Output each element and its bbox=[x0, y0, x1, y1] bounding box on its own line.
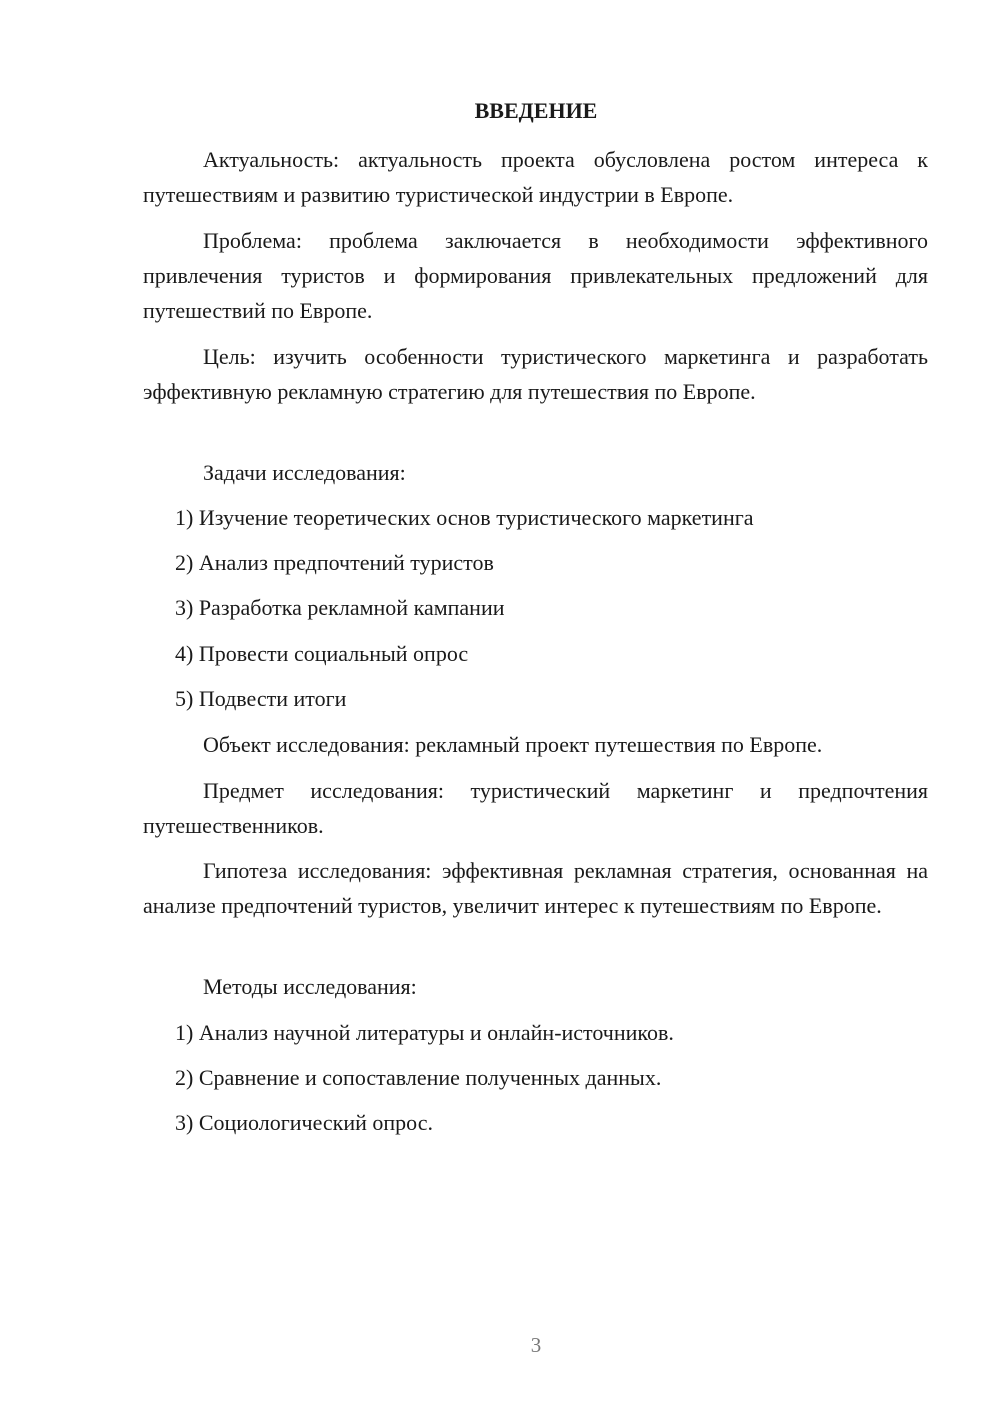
methods-list bbox=[143, 1105, 928, 1140]
list-item: 1) Изучение теоретических основ туристического маркетинга bbox=[175, 505, 754, 530]
relevance-paragraph: Актуальность: актуальность проекта обусловлена ростом интереса к путешествиям и развитию туристической индустрии в Европе. bbox=[143, 147, 928, 207]
methods-list bbox=[143, 1060, 928, 1095]
tasks-list bbox=[143, 590, 928, 625]
body-text bbox=[143, 969, 928, 1004]
methods-title: Методы исследования: bbox=[203, 974, 417, 999]
list-item: 2) Сравнение и сопоставление полученных данных. bbox=[175, 1065, 662, 1090]
tasks-list bbox=[143, 636, 928, 671]
tasks-title: Задачи исследования: bbox=[203, 460, 406, 485]
page-title: ВВЕДЕНИЕ bbox=[474, 98, 598, 123]
list-item: 2) Анализ предпочтений туристов bbox=[175, 550, 494, 575]
methods-list bbox=[143, 1015, 928, 1050]
subject-paragraph: Предмет исследования: туристический маркетинг и предпочтения путешественников. bbox=[143, 778, 928, 838]
list-item: 1) Анализ научной литературы и онлайн-источников. bbox=[175, 1020, 674, 1045]
object-paragraph: Объект исследования: рекламный проект путешествия по Европе. bbox=[203, 732, 823, 757]
body-text bbox=[143, 455, 928, 490]
tasks-list bbox=[143, 500, 928, 535]
body-text bbox=[143, 727, 928, 762]
problem-paragraph: Проблема: проблема заключается в необходимости эффективного привлечения туристов и формирования привлекательных предложений для путешествий по Европе. bbox=[143, 228, 928, 323]
list-item: 3) Социологический опрос. bbox=[175, 1110, 433, 1135]
goal-paragraph: Цель: изучить особенности туристического маркетинга и разработать эффективную рекламную стратегию для путешествия по Европе. bbox=[143, 344, 928, 404]
body-text bbox=[143, 223, 928, 328]
list-item: 4) Провести социальный опрос bbox=[175, 641, 469, 666]
list-item: 5) Подвести итоги bbox=[175, 686, 347, 711]
list-item: 3) Разработка рекламной кампании bbox=[175, 595, 505, 620]
hypothesis-paragraph: Гипотеза исследования: эффективная рекламная стратегия, основанная на анализе предпочтений туристов, увеличит интерес к путешествиям по Европе. bbox=[143, 858, 928, 918]
page-number: 3 bbox=[530, 1333, 542, 1357]
body-text bbox=[143, 142, 928, 212]
tasks-list bbox=[143, 545, 928, 580]
body-text bbox=[143, 339, 928, 409]
body-text bbox=[143, 773, 928, 843]
tasks-list bbox=[143, 681, 928, 716]
body-text bbox=[143, 853, 928, 923]
